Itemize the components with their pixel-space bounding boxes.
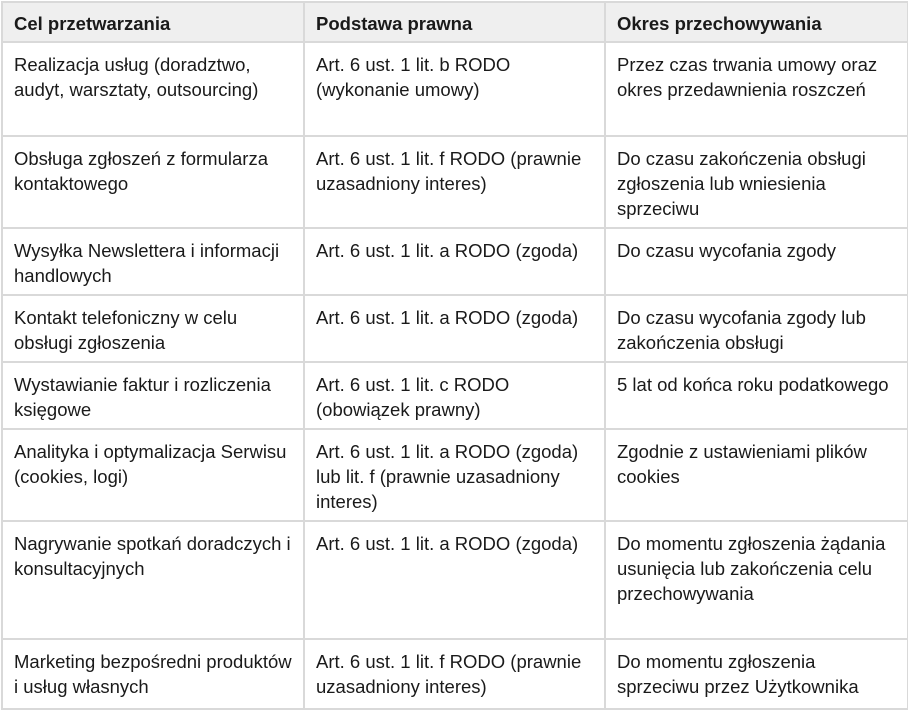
table-row <box>2 295 908 362</box>
cell-purpose: Realizacja usług (doradztwo, audyt, warsztaty, outsourcing) <box>2 42 304 136</box>
cell-retention: 5 lat od końca roku podatkowego <box>605 362 908 429</box>
cell-legal-basis: Art. 6 ust. 1 lit. a RODO (zgoda) <box>304 228 605 295</box>
cell-legal-basis: Art. 6 ust. 1 lit. a RODO (zgoda) <box>304 295 605 362</box>
header-row <box>2 2 908 42</box>
table-row <box>2 136 908 228</box>
cell-purpose: Nagrywanie spotkań doradczych i konsultacyjnych <box>2 521 304 639</box>
data-processing-table <box>1 1 908 710</box>
cell-retention: Do momentu zgłoszenia żądania usunięcia lub zakończenia celu przechowywania <box>605 521 908 639</box>
cell-retention: Przez czas trwania umowy oraz okres przedawnienia roszczeń <box>605 42 908 136</box>
cell-legal-basis: Art. 6 ust. 1 lit. a RODO (zgoda) <box>304 521 605 639</box>
table-body <box>2 42 908 709</box>
cell-purpose: Kontakt telefoniczny w celu obsługi zgłoszenia <box>2 295 304 362</box>
table-header <box>2 2 908 42</box>
table-row <box>2 429 908 521</box>
cell-retention: Do czasu wycofania zgody <box>605 228 908 295</box>
header-retention: Okres przechowywania <box>605 2 908 42</box>
cell-retention: Zgodnie z ustawieniami plików cookies <box>605 429 908 521</box>
cell-purpose: Marketing bezpośredni produktów i usług własnych <box>2 639 304 709</box>
cell-legal-basis: Art. 6 ust. 1 lit. f RODO (prawnie uzasadniony interes) <box>304 639 605 709</box>
cell-purpose: Wystawianie faktur i rozliczenia księgowe <box>2 362 304 429</box>
cell-retention: Do czasu zakończenia obsługi zgłoszenia lub wniesienia sprzeciwu <box>605 136 908 228</box>
table-row <box>2 228 908 295</box>
header-purpose: Cel przetwarzania <box>2 2 304 42</box>
cell-purpose: Wysyłka Newslettera i informacji handlowych <box>2 228 304 295</box>
table-row <box>2 521 908 639</box>
cell-legal-basis: Art. 6 ust. 1 lit. b RODO (wykonanie umowy) <box>304 42 605 136</box>
cell-legal-basis: Art. 6 ust. 1 lit. f RODO (prawnie uzasadniony interes) <box>304 136 605 228</box>
cell-retention: Do momentu zgłoszenia sprzeciwu przez Użytkownika <box>605 639 908 709</box>
header-legal-basis: Podstawa prawna <box>304 2 605 42</box>
cell-purpose: Obsługa zgłoszeń z formularza kontaktowego <box>2 136 304 228</box>
table-row <box>2 362 908 429</box>
cell-retention: Do czasu wycofania zgody lub zakończenia obsługi <box>605 295 908 362</box>
cell-purpose: Analityka i optymalizacja Serwisu (cookies, logi) <box>2 429 304 521</box>
cell-legal-basis: Art. 6 ust. 1 lit. a RODO (zgoda) lub lit. f (prawnie uzasadniony interes) <box>304 429 605 521</box>
table-row <box>2 639 908 709</box>
table-row <box>2 42 908 136</box>
cell-legal-basis: Art. 6 ust. 1 lit. c RODO (obowiązek prawny) <box>304 362 605 429</box>
